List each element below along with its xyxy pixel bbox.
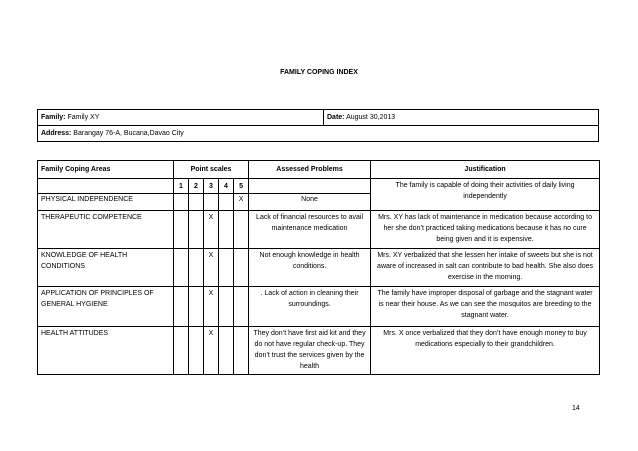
- row-scale-mark: X: [204, 287, 219, 327]
- row-coping-area: PHYSICAL INDEPENDENCE: [38, 194, 174, 211]
- row-justification: The family have improper disposal of garbage and the stagnant water is near their house. As we can see the mosquitos are breeding to the stagnant water.: [371, 287, 600, 327]
- family-date-row: [38, 110, 599, 126]
- scale-cell-5: [234, 327, 249, 375]
- scale-number: 1: [174, 179, 189, 194]
- scale-number: 5: [234, 179, 249, 194]
- scale-cell-2: [189, 249, 204, 287]
- row-coping-area: THERAPEUTIC COMPETENCE: [38, 211, 174, 249]
- scale-number: 4: [219, 179, 234, 194]
- header-coping-areas: Family Coping Areas: [38, 161, 174, 179]
- address-label: Address:: [41, 130, 72, 137]
- row-coping-area: APPLICATION OF PRINCIPLES OF GENERAL HYGIENE: [38, 287, 174, 327]
- scale-cell-1: [174, 194, 189, 211]
- row-assessed-problem: Lack of financial resources to avail maintenance medication: [249, 211, 371, 249]
- blank-cell: [38, 179, 174, 194]
- table-row: [38, 287, 600, 327]
- row-justification: The family is capable of doing their activities of daily living independently: [371, 179, 600, 211]
- blank-cell: [249, 179, 371, 194]
- scale-cell-2: [189, 211, 204, 249]
- row-scale-mark: X: [204, 211, 219, 249]
- row-scale-mark: X: [234, 194, 249, 211]
- scale-cell-1: [174, 327, 189, 375]
- scale-cell-2: [189, 287, 204, 327]
- row-justification: Mrs. XY has lack of maintenance in medication because according to her she don’t practiced taking medications because it has no cure being given and it is expensive.: [371, 211, 600, 249]
- header-point-scales: Point scales: [174, 161, 249, 179]
- row-justification: Mrs. XY verbalized that she lessen her intake of sweets but she is not aware of increased in salt can contribute to bad health. She also does exercise in the morning.: [371, 249, 600, 287]
- scale-cell-1: [174, 211, 189, 249]
- table-header-row: [38, 161, 600, 179]
- row-assessed-problem: . Lack of action in cleaning their surroundings.: [249, 287, 371, 327]
- date-label: Date:: [327, 114, 345, 121]
- scale-cell-5: [234, 287, 249, 327]
- document-title: FAMILY COPING INDEX: [280, 69, 358, 76]
- scale-cell-4: [219, 249, 234, 287]
- row-assessed-problem: They don’t have first aid kit and they do not have regular check-up. They don’t trust the services given by the health: [249, 327, 371, 375]
- table-row: [38, 249, 600, 287]
- coping-index-table: [37, 160, 600, 375]
- date-value: August 30,2013: [346, 114, 396, 121]
- address-row: [38, 126, 599, 142]
- family-value: Family XY: [67, 114, 100, 121]
- address-value: Barangay 76-A, Bucana,Davao City: [73, 130, 184, 137]
- scale-cell-1: [174, 287, 189, 327]
- page-number: 14: [572, 405, 580, 412]
- row-assessed-problem: Not enough knowledge in health conditions.: [249, 249, 371, 287]
- family-label: Family:: [41, 114, 66, 121]
- scale-cell-4: [219, 194, 234, 211]
- scale-cell-4: [219, 287, 234, 327]
- scale-cell-1: [174, 249, 189, 287]
- scale-cell-4: [219, 211, 234, 249]
- family-info-table: [37, 109, 599, 142]
- date-cell: [324, 110, 599, 126]
- header-assessed-problems: Assessed Problems: [249, 161, 371, 179]
- scale-cell-5: [234, 249, 249, 287]
- scale-cell-5: [234, 211, 249, 249]
- address-cell: [38, 126, 599, 142]
- row-coping-area: HEALTH ATTITUDES: [38, 327, 174, 375]
- scale-number: 2: [189, 179, 204, 194]
- row-coping-area: KNOWLEDGE OF HEALTH CONDITIONS: [38, 249, 174, 287]
- header-justification: Justification: [371, 161, 600, 179]
- scale-cell-2: [189, 194, 204, 211]
- row-scale-mark: X: [204, 249, 219, 287]
- scale-cell-4: [219, 327, 234, 375]
- scale-cell-2: [189, 327, 204, 375]
- table-row: [38, 211, 600, 249]
- row-justification: Mrs. X once verbalized that they don’t have enough money to buy medications especially to their grandchildren.: [371, 327, 600, 375]
- scale-number: 3: [204, 179, 219, 194]
- family-cell: [38, 110, 324, 126]
- row-assessed-problem: None: [249, 194, 371, 211]
- table-row: [38, 327, 600, 375]
- row-scale-mark: X: [204, 327, 219, 375]
- scale-number-row: [38, 179, 600, 194]
- scale-cell-3: [204, 194, 219, 211]
